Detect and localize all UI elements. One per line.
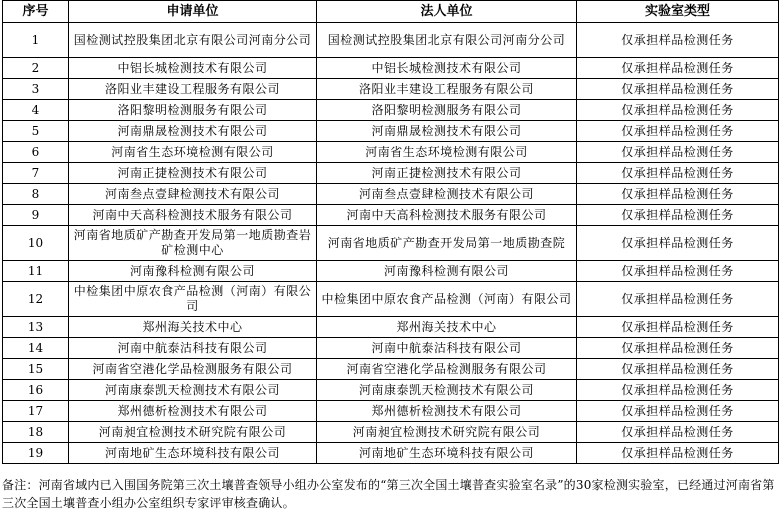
row-index: 4: [3, 100, 69, 121]
row-index: 11: [3, 261, 69, 282]
row-lab-type: 仅承担样品检测任务: [577, 100, 779, 121]
row-applicant: 洛阳业丰建设工程服务有限公司: [69, 79, 317, 100]
row-applicant: 国检测试控股集团北京有限公司河南分公司: [69, 23, 317, 58]
table-row: [3, 79, 779, 100]
row-applicant: 洛阳黎明检测服务有限公司: [69, 100, 317, 121]
row-index: 15: [3, 359, 69, 380]
row-legal-entity: 河南省地质矿产勘查开发局第一地质勘查院: [317, 226, 577, 261]
row-applicant: 河南康泰凯天检测技术有限公司: [69, 380, 317, 401]
row-index: 13: [3, 317, 69, 338]
row-lab-type: 仅承担样品检测任务: [577, 226, 779, 261]
row-legal-entity: 河南正捷检测技术有限公司: [317, 163, 577, 184]
row-lab-type: 仅承担样品检测任务: [577, 261, 779, 282]
row-index: 14: [3, 338, 69, 359]
row-legal-entity: 洛阳黎明检测服务有限公司: [317, 100, 577, 121]
row-lab-type: 仅承担样品检测任务: [577, 282, 779, 317]
row-index: 7: [3, 163, 69, 184]
table-header-row: [3, 1, 779, 23]
row-index: 12: [3, 282, 69, 317]
header-index: 序号: [3, 1, 69, 23]
row-index: 9: [3, 205, 69, 226]
row-lab-type: 仅承担样品检测任务: [577, 317, 779, 338]
row-legal-entity: 中铝长城检测技术有限公司: [317, 58, 577, 79]
row-applicant: 河南中航泰沽科技有限公司: [69, 338, 317, 359]
table-row: [3, 58, 779, 79]
row-legal-entity: 河南地矿生态环境科技有限公司: [317, 443, 577, 464]
row-lab-type: 仅承担样品检测任务: [577, 79, 779, 100]
row-lab-type: 仅承担样品检测任务: [577, 163, 779, 184]
row-legal-entity: 河南康泰凯天检测技术有限公司: [317, 380, 577, 401]
table-row: [3, 422, 779, 443]
row-index: 6: [3, 142, 69, 163]
table-row: [3, 142, 779, 163]
row-applicant: 河南省生态环境检测有限公司: [69, 142, 317, 163]
row-lab-type: 仅承担样品检测任务: [577, 443, 779, 464]
table-row: [3, 317, 779, 338]
table-row: [3, 121, 779, 142]
row-index: 3: [3, 79, 69, 100]
row-index: 16: [3, 380, 69, 401]
row-lab-type: 仅承担样品检测任务: [577, 359, 779, 380]
header-applicant: 申请单位: [69, 1, 317, 23]
table-row: [3, 338, 779, 359]
row-legal-entity: 河南中航泰沽科技有限公司: [317, 338, 577, 359]
table-row: [3, 100, 779, 121]
row-legal-entity: 河南中天高科检测技术服务有限公司: [317, 205, 577, 226]
table-row: [3, 359, 779, 380]
row-applicant: 河南中天高科检测技术服务有限公司: [69, 205, 317, 226]
row-legal-entity: 河南鼎晟检测技术有限公司: [317, 121, 577, 142]
row-applicant: 郑州海关技术中心: [69, 317, 317, 338]
row-applicant: 河南豫科检测有限公司: [69, 261, 317, 282]
row-legal-entity: 国检测试控股集团北京有限公司河南分公司: [317, 23, 577, 58]
header-legal-entity: 法人单位: [317, 1, 577, 23]
table-row: [3, 184, 779, 205]
row-lab-type: 仅承担样品检测任务: [577, 23, 779, 58]
row-applicant: 郑州德析检测技术有限公司: [69, 401, 317, 422]
row-applicant: 河南正捷检测技术有限公司: [69, 163, 317, 184]
footnote: 备注：河南省域内已入围国务院第三次土壤普查领导小组办公室发布的“第三次全国土壤普查实验室名录”的30家检测实验室，已经通过河南省第三次全国土壤普查小组办公室组织专家评审核查确认。: [2, 478, 775, 510]
table-row: [3, 443, 779, 464]
row-index: 8: [3, 184, 69, 205]
row-lab-type: 仅承担样品检测任务: [577, 401, 779, 422]
table-row: [3, 23, 779, 58]
row-legal-entity: 郑州海关技术中心: [317, 317, 577, 338]
row-legal-entity: 河南省空港化学品检测服务有限公司: [317, 359, 577, 380]
row-legal-entity: 中检集团中原农食产品检测（河南）有限公司: [317, 282, 577, 317]
row-applicant: 河南地矿生态环境科技有限公司: [69, 443, 317, 464]
row-index: 2: [3, 58, 69, 79]
table-row: [3, 163, 779, 184]
laboratory-table: [2, 0, 779, 464]
row-legal-entity: 洛阳业丰建设工程服务有限公司: [317, 79, 577, 100]
table-row: [3, 261, 779, 282]
table-row: [3, 380, 779, 401]
row-lab-type: 仅承担样品检测任务: [577, 422, 779, 443]
row-applicant: 河南省空港化学品检测服务有限公司: [69, 359, 317, 380]
row-lab-type: 仅承担样品检测任务: [577, 338, 779, 359]
row-lab-type: 仅承担样品检测任务: [577, 184, 779, 205]
row-lab-type: 仅承担样品检测任务: [577, 58, 779, 79]
row-legal-entity: 河南叁点壹肆检测技术有限公司: [317, 184, 577, 205]
row-applicant: 中铝长城检测技术有限公司: [69, 58, 317, 79]
row-legal-entity: 河南昶宜检测技术研究院有限公司: [317, 422, 577, 443]
row-lab-type: 仅承担样品检测任务: [577, 380, 779, 401]
row-index: 1: [3, 23, 69, 58]
row-legal-entity: 河南省生态环境检测有限公司: [317, 142, 577, 163]
row-legal-entity: 河南豫科检测有限公司: [317, 261, 577, 282]
row-legal-entity: 郑州德析检测技术有限公司: [317, 401, 577, 422]
row-lab-type: 仅承担样品检测任务: [577, 205, 779, 226]
row-index: 5: [3, 121, 69, 142]
row-lab-type: 仅承担样品检测任务: [577, 142, 779, 163]
header-lab-type: 实验室类型: [577, 1, 779, 23]
row-index: 10: [3, 226, 69, 261]
row-index: 18: [3, 422, 69, 443]
row-applicant: 河南叁点壹肆检测技术有限公司: [69, 184, 317, 205]
table-row: [3, 282, 779, 317]
row-lab-type: 仅承担样品检测任务: [577, 121, 779, 142]
row-applicant: 中检集团中原农食产品检测（河南）有限公司: [69, 282, 317, 317]
row-applicant: 河南鼎晟检测技术有限公司: [69, 121, 317, 142]
table-row: [3, 401, 779, 422]
table-row: [3, 226, 779, 261]
table-row: [3, 205, 779, 226]
row-index: 19: [3, 443, 69, 464]
row-applicant: 河南省地质矿产勘查开发局第一地质勘查岩矿检测中心: [69, 226, 317, 261]
row-index: 17: [3, 401, 69, 422]
row-applicant: 河南昶宜检测技术研究院有限公司: [69, 422, 317, 443]
